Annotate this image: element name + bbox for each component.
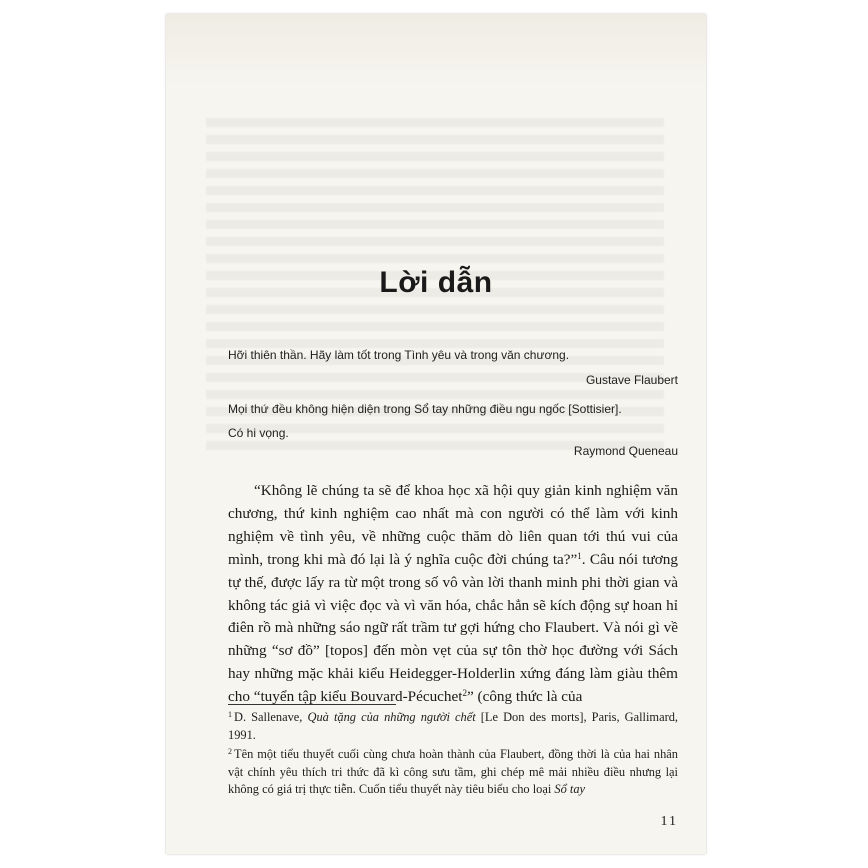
epigraph-1-author: Gustave Flaubert	[585, 373, 678, 387]
footnote-divider	[228, 704, 396, 705]
epigraph-2-quote-line1: Mọi thứ đều không hiện diện trong Sổ tay những điều ngu ngốc [Sottisier].	[228, 402, 622, 416]
footnote-1-title: Quà tặng của những người chết	[307, 710, 476, 724]
body-text-part-1: “Không lẽ chúng ta sẽ để khoa học xã hội quy giản kinh nghiệm văn chương, thứ kinh nghiệm cao nhất mà con người có thể làm với kinh nghiệm về tình yêu, về những cuộc thăm dò liên quan tới thú vui của mình, trong khi mà đó lại là ý nghĩa cuộc đời chúng ta?”	[228, 482, 678, 568]
epigraph-2-quote-line2: Có hi vọng.	[228, 426, 289, 440]
footnote-2	[228, 746, 678, 799]
footnote-ref-2: 2	[462, 688, 467, 699]
body-text-part-2: . Câu nói tương tự thế, được lấy ra từ một trong số vô vàn lời thanh minh phi thời gian và không tác giả vì việc đọc và vì văn hóa, chắc hẳn sẽ kích động sự hoan hỉ điên rồ mà những sáo ngữ rất trầm tư gợi hứng cho Flaubert. Và nói gì về những “sơ đồ” [topos] đến mòn vẹt của sự tôn thờ học đường với Sách hay những mặc khải kiểu Heidegger-Holderlin xứng đáng làm giàu thêm cho “tuyển tập kiểu Bouvard-Pécuchet	[228, 550, 678, 706]
book-page	[166, 14, 706, 854]
footnote-1-text-post: [Le Don des morts], Paris, Gallimard, 1991.	[228, 710, 678, 742]
footnote-1-text-pre: D. Sallenave,	[234, 710, 308, 724]
chapter-title: Lời dẫn	[379, 266, 493, 299]
footnote-1-marker: 1	[228, 710, 232, 719]
body-text-part-3: ” (công thức là của	[466, 688, 583, 706]
page-number: 11	[660, 814, 678, 829]
footnote-1	[228, 709, 678, 744]
epigraph-2-author: Raymond Queneau	[573, 444, 678, 458]
body-paragraph	[228, 480, 678, 709]
footnote-2-text-pre: Tên một tiểu thuyết cuối cùng chưa hoàn thành của Flaubert, đồng thời là của hai nhân vật chính yêu thích tri thức đã kì công sưu tầm, ghi chép mê mải nhiều điều nhưng lại không có giá trị thực tiễn. Cuốn tiểu thuyết này tiêu biểu cho loại	[228, 747, 678, 796]
footnote-2-marker: 2	[228, 747, 232, 756]
footnote-ref-1: 1	[577, 550, 582, 561]
footnote-2-title: Sổ tay	[554, 782, 586, 796]
epigraph-1-quote: Hỡi thiên thần. Hãy làm tốt trong Tình yêu và trong văn chương.	[228, 348, 570, 362]
